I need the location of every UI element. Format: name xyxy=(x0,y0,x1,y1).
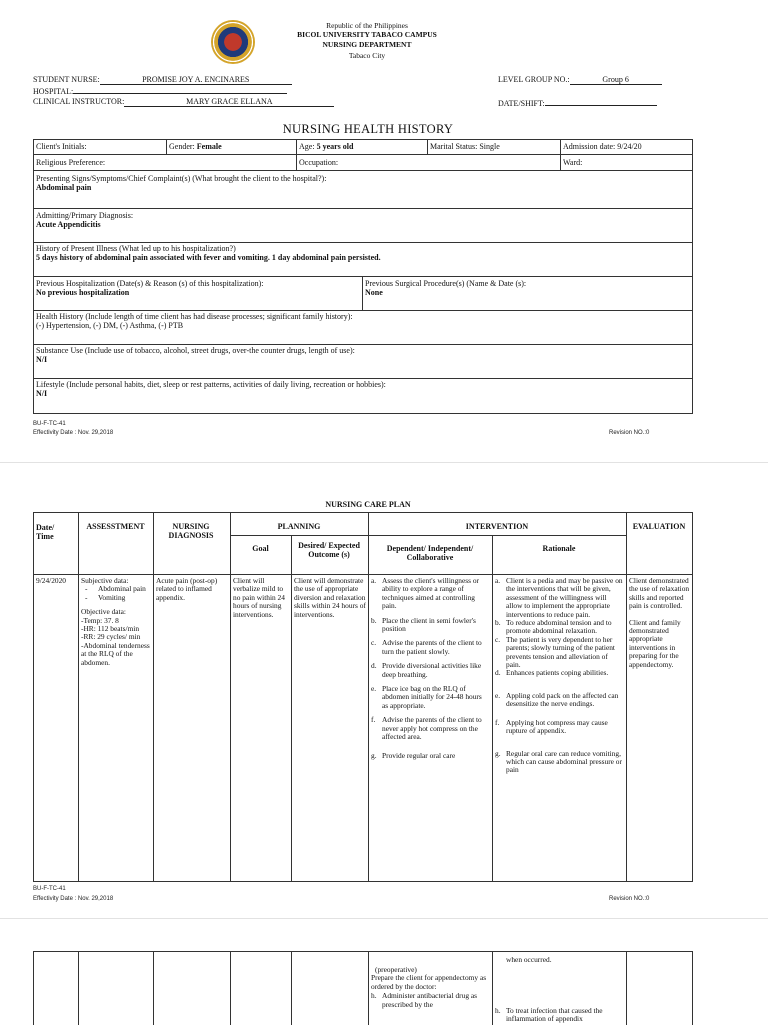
previous-hospitalization-value: No previous hospitalization xyxy=(36,288,130,297)
date-shift-value[interactable] xyxy=(545,97,657,106)
previous-hospitalization-label: Previous Hospitalization (Date(s) & Reason (s) of this hospitalization): xyxy=(36,279,264,288)
rationale-item: d. Enhances patients coping abilities. xyxy=(495,668,609,678)
rationale-item: b. To reduce abdominal tension and to promote abdominal relaxation. xyxy=(495,618,612,636)
rationale-h xyxy=(495,1007,623,1024)
age-cell xyxy=(299,142,353,151)
hospital-value[interactable] xyxy=(73,85,287,94)
health-history-title: NURSING HEALTH HISTORY xyxy=(282,122,454,136)
ncp-rationales xyxy=(495,577,623,775)
lifestyle-label: Lifestyle (Include personal habits, diet, sleep or rest patterns, activities of daily living, recreation or hobbies): xyxy=(36,380,386,389)
objective-item: -Abdominal tenderness at the RLQ of the abdomen. xyxy=(81,640,150,667)
header-goal: Goal xyxy=(252,544,269,553)
header-rationale: Rationale xyxy=(542,544,576,553)
marital-status: Marital Status: Single xyxy=(430,142,500,151)
ncp-evaluation xyxy=(629,577,690,669)
rationale-item: f. Applying hot compress may cause rupture of appendix. xyxy=(495,717,608,736)
substance-use-value: N/I xyxy=(36,355,48,364)
hospital-label: HOSPITAL: xyxy=(33,87,74,96)
ncp-goal: Client will verbalize mild to no pain within 24 hours of nursing interventions. xyxy=(233,576,285,619)
health-history-table xyxy=(33,139,693,414)
subjective-item: - Abdominal pain xyxy=(85,584,146,594)
care-plan-title: NURSING CARE PLAN xyxy=(325,500,411,509)
evaluation-text: Client demonstrated the use of relaxation skills and reported pain is controlled. xyxy=(629,576,690,611)
form-code: BU-F-TC-41 xyxy=(33,421,66,427)
objective-item: -HR: 112 beats/min xyxy=(81,624,140,634)
client-initials-label: Client's Initials: xyxy=(36,142,87,151)
health-history-label: Health History (Include length of time client has had disease processes; significant family history): xyxy=(36,312,353,321)
objective-item: -RR: 29 cycles/ min xyxy=(81,632,141,642)
care-plan-table-continued xyxy=(33,951,693,1025)
care-plan-table xyxy=(33,512,693,882)
ncp-desired-outcome: Client will demonstrate the use of appropriate diversion and relaxation skills within 24 hours of interventions. xyxy=(294,576,366,619)
subjective-item: - Vomiting xyxy=(85,592,126,602)
admission-date: Admission date: 9/24/20 xyxy=(563,142,642,151)
evaluation-text: Client and family demonstrated appropriate interventions in preparing for the appendectomy. xyxy=(629,617,681,669)
header-planning: PLANNING xyxy=(277,522,321,531)
rationale-item: c. The patient is very dependent to her parents; slowly turning of the patient prevents tension and alleviation of pain. xyxy=(495,634,615,670)
header-diagnosis: NURSING DIAGNOSIS xyxy=(168,522,214,540)
intervention-item: b. Place the client in semi fowler's position xyxy=(371,615,476,634)
lifestyle-value: N/I xyxy=(36,389,48,398)
rationale-item: a. Client is a pedia and may be passive on the interventions that will be given, assessment of the willingness will allow to implement the appropriate interventions to reduce pain. xyxy=(495,576,623,619)
chief-complaint-label: Presenting Signs/Symptoms/Chief Complaint(s) (What brought the client to the hospital?): xyxy=(36,174,327,183)
present-illness-value: 5 days history of abdominal pain associated with fever and vomiting. 1 day abdominal pain persisted. xyxy=(36,253,381,262)
gender-cell xyxy=(169,142,222,151)
level-group-row xyxy=(498,75,662,85)
form-code: BU-F-TC-41 xyxy=(33,886,66,892)
header-desired-outcome: Desired/ Expected Outcome (s) xyxy=(298,541,360,559)
header-line-republic: Republic of the Philippines xyxy=(326,21,408,30)
gender-value: Female xyxy=(196,142,222,151)
rationale-item: e. Appling cold pack on the affected can desensitize the nerve endings. xyxy=(495,690,619,709)
ncp-interventions xyxy=(371,577,489,766)
ward: Ward: xyxy=(563,158,583,167)
objective-label: Objective data: xyxy=(81,607,126,617)
intervention-item: e. Place ice bag on the RLQ of abdomen initially for 24-48 hours as appropriate. xyxy=(371,684,482,710)
student-nurse-label: STUDENT NURSE: xyxy=(33,75,100,84)
intervention-item: g. Provide regular oral care xyxy=(371,750,456,760)
diagnosis-label: Admitting/Primary Diagnosis: xyxy=(36,211,134,220)
intervention-item: d. Provide diversional activities like deep breathing. xyxy=(371,661,482,679)
chief-complaint-value: Abdominal pain xyxy=(36,183,92,192)
subjective-label: Subjective data: xyxy=(81,576,129,585)
effectivity-date: Effectivity Date : Nov. 29,2018 xyxy=(33,896,114,902)
effectivity-date: Effectivity Date : Nov. 29,2018 xyxy=(33,430,114,436)
intervention-continued xyxy=(371,966,489,1009)
level-group-label: LEVEL GROUP NO.: xyxy=(498,75,570,84)
religious-preference: Religious Preference: xyxy=(36,158,106,167)
occupation: Occupation: xyxy=(299,158,339,167)
rationale-item: g. Regular oral care can reduce vomiting, which can cause abdominal pressure or pain xyxy=(495,748,622,775)
previous-surgery-value: None xyxy=(365,288,383,297)
header-dependent: Dependent/ Independent/ Collaborative xyxy=(386,544,474,562)
header-date-time: Date/ Time xyxy=(36,523,55,541)
header-intervention: INTERVENTION xyxy=(465,522,529,531)
clinical-instructor-label: CLINICAL INSTRUCTOR: xyxy=(33,97,125,106)
ncp-date: 9/24/2020 xyxy=(36,576,66,585)
gender-label: Gender: xyxy=(169,142,195,151)
substance-use-label: Substance Use (Include use of tobacco, alcohol, street drugs, over-the counter drugs, length of use): xyxy=(36,346,355,355)
header-assessment: ASSESSTMENT xyxy=(86,522,145,531)
clinical-instructor-row xyxy=(33,97,334,107)
ncp-diagnosis: Acute pain (post-op) related to inflamed appendix. xyxy=(156,576,218,602)
intervention-item: c. Advise the parents of the client to turn the patient slowly. xyxy=(371,638,482,656)
header-evaluation: EVALUATION xyxy=(632,522,686,531)
intervention-item: h. Administer antibacterial drug as prescribed by the xyxy=(371,991,478,1009)
intervention-item: f. Advise the parents of the client to never apply hot compress on the affected area. xyxy=(371,715,482,742)
header-line-city: Tabaco City xyxy=(348,51,386,60)
level-group-value[interactable]: Group 6 xyxy=(570,75,662,85)
header-line-department: NURSING DEPARTMENT xyxy=(322,40,412,49)
student-nurse-row xyxy=(33,75,292,85)
objective-item: -Temp: 37. 8 xyxy=(81,615,119,625)
rationale-item: h. To treat infection that caused the inflammation of appendix xyxy=(495,1006,603,1024)
health-history-value: (-) Hypertension, (-) DM, (-) Asthma, (-) PTB xyxy=(36,321,184,330)
hospital-row xyxy=(33,85,287,96)
ncp-assessment xyxy=(81,577,151,667)
present-illness-label: History of Present Illness (What led up to his hospitalization?) xyxy=(36,244,236,253)
age-label: Age: xyxy=(299,142,315,151)
clinical-instructor-value[interactable]: MARY GRACE ELLANA xyxy=(124,97,334,107)
revision-number: Revision NO.:0 xyxy=(609,430,650,436)
header-line-university: BICOL UNIVERSITY TABACO CAMPUS xyxy=(297,30,437,39)
prepare-text: Prepare the client for appendectomy as ordered by the doctor: xyxy=(371,973,487,991)
page-separator xyxy=(0,918,768,919)
university-seal-icon xyxy=(211,20,255,64)
preoperative-label: (preoperative) xyxy=(375,965,417,974)
age-value: 5 years old xyxy=(316,142,354,151)
previous-surgery-label: Previous Surgical Procedure(s) (Name & Date (s): xyxy=(365,279,527,288)
date-shift-label: DATE/SHIFT: xyxy=(498,99,545,108)
intervention-item: a. Assess the client's willingness or ability to explore a range of techniques aimed at controlling pain. xyxy=(371,576,479,611)
page-health-history xyxy=(0,0,768,462)
diagnosis-value: Acute Appendicitis xyxy=(36,220,101,229)
rationale-continued: when occurred. xyxy=(506,955,552,964)
date-shift-row xyxy=(498,97,657,108)
student-nurse-value[interactable]: PROMISE JOY A. ENCINARES xyxy=(100,75,292,85)
revision-number: Revision NO.:0 xyxy=(609,896,650,902)
